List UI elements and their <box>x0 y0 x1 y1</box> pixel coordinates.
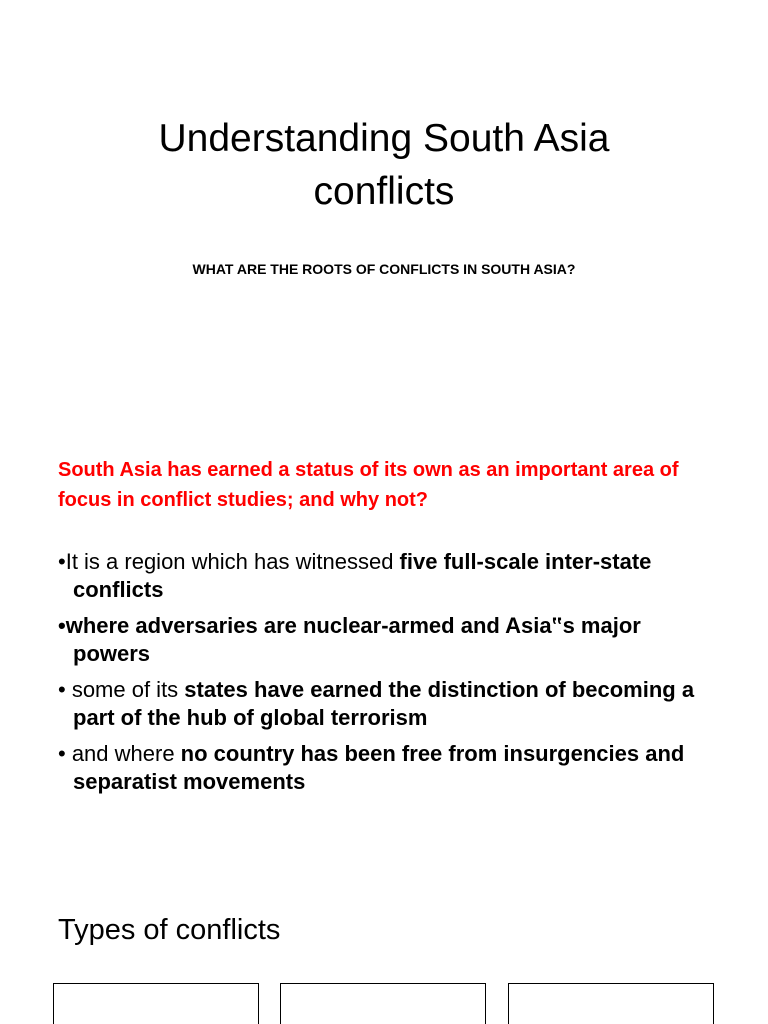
bullet-plain-text: • some of its <box>58 677 185 702</box>
conflict-type-box <box>508 983 714 1024</box>
bullet-item <box>58 676 718 732</box>
conflict-type-box <box>53 983 259 1024</box>
section-heading: Types of conflicts <box>58 914 281 946</box>
bullet-bold-text: no country has been free from insurgencies and separatist movements <box>73 741 685 794</box>
slide-title: Understanding South Asia conflicts <box>158 117 610 213</box>
bullet-list <box>58 548 718 804</box>
bullet-bold-text: •where adversaries are nuclear-armed and Asia‟s major powers <box>58 613 641 666</box>
bullet-item <box>58 612 718 668</box>
bullet-plain-text: • and where <box>58 741 181 766</box>
bullet-plain-text: •It is a region which has witnessed <box>58 549 400 574</box>
bullet-bold-text: states have earned the distinction of becoming a part of the hub of global terrorism <box>73 677 695 730</box>
bullet-item <box>58 548 718 604</box>
bullet-bold-text: five full-scale inter-state conflicts <box>73 549 652 602</box>
slide-subtitle: WHAT ARE THE ROOTS OF CONFLICTS IN SOUTH ASIA? <box>192 261 576 277</box>
bullet-item <box>58 740 718 796</box>
intro-text: South Asia has earned a status of its own as an important area of focus in conflict studies; and why not? <box>58 459 679 511</box>
conflict-type-box <box>280 983 486 1024</box>
